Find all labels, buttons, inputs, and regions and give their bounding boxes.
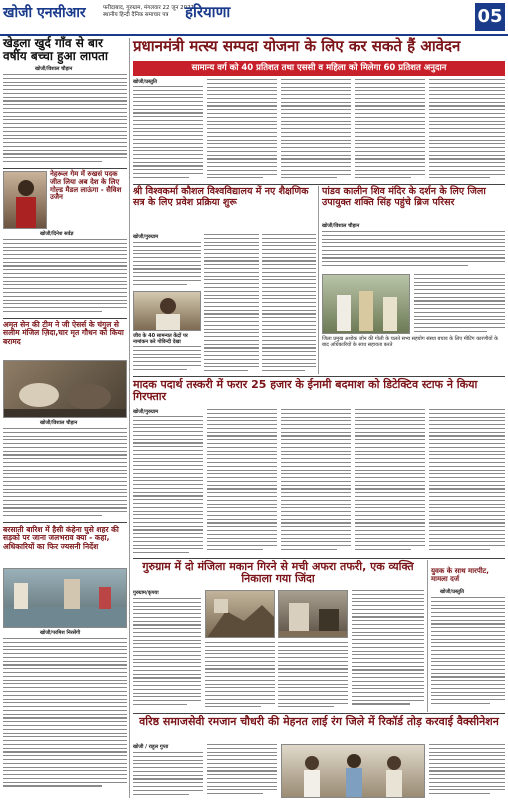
drug-body-col3 (281, 409, 351, 556)
house-body-col3 (278, 642, 348, 710)
left-story3-body (3, 428, 127, 520)
athlete-photo (3, 171, 47, 229)
temple-body (322, 231, 505, 271)
left-story1-byline: खोजी/विशाल चौहान (35, 66, 73, 72)
left-story4-body (3, 638, 127, 798)
assault-brief-headline: युवक के साथ मारपीट, मामला दर्ज (431, 567, 489, 583)
lead-body-col2 (207, 79, 277, 182)
lead-body-col4 (355, 79, 425, 182)
university-body-col3 (262, 234, 316, 374)
left-story3-headline: अमृत सेन की टीम ने जी ऐसर्स के चंगुल से सलीम मंजिल ज़िदा,चार मृत गौधन को किया बरामद (3, 320, 124, 346)
temple-headline: पांडव कालीन शिव मंदिर के दर्शन के लिए जिला उपायुक्त शक्ति सिंह पहुंचे ब्रिज परिसर (322, 186, 486, 208)
temple-photo (322, 274, 410, 334)
left-story4-byline: खोजी/परमिश निरसेंगी (40, 630, 81, 636)
university-byline: खोजी/गुरुग्राम (133, 234, 159, 240)
left-story4-headline: बरसाती बारिश में हैसी कंहेना घुसे शहर की सड़को पर जाना जलभराव क्या - कहा, अधिकारियों का फिर ज्यसनी निर्देश (3, 525, 119, 551)
drug-body-col4 (355, 409, 425, 556)
drug-arrest-byline: खोजी/गुरुग्राम (133, 409, 159, 415)
vaccination-body-col3 (429, 744, 505, 798)
house-collapse-byline: गुरुग्राम/कृपया (133, 590, 159, 596)
drug-arrest-headline: मादक पदार्थ तस्करी में फरार 25 हजार के ईनामी बदमाश को डिटेक्टिव स्टाफ ने किया गिरफ्तार (133, 378, 478, 404)
page-number: 05 (475, 3, 505, 31)
university-body (133, 242, 201, 288)
house-body-col1 (133, 598, 201, 710)
left-story2-headline: नेहरूल गेम में रुखसं पदक जीत लिया अब देश के लिए गोल्ड मैडल लाऊंगा - सैविश उजैन (50, 170, 122, 202)
temple-byline: खोजी/विशाल चौहान (322, 223, 360, 229)
university-caption: जीव के 40 सामन्यत केंद्रों पर नामांकन करे गोविन्दी देखा (133, 333, 188, 345)
section-title: हरियाणा (185, 3, 231, 21)
assault-brief-body (431, 597, 505, 710)
drug-body-col2 (207, 409, 277, 556)
vaccination-photo (281, 744, 425, 798)
issue-date: फरीदाबाद, गुरुग्राम, मंगलवार 22 जून 2021 (103, 5, 195, 11)
cattle-photo (3, 360, 127, 418)
lead-body-col3 (281, 79, 351, 182)
edition-label: स्थानीय हिन्दी दैनिक समाचार पत्र (103, 12, 169, 18)
assault-brief-byline: खोजी/प्रस्तुति (440, 589, 465, 595)
vaccination-body-col2 (207, 744, 277, 798)
temple-caption: जिला प्रमुख अशोक जोन की गोली के चलते सभ्य सहयोग संस्था बचाव के लिए मीटिंग कारणीयों के बाद अधिकारियों के साथ सहायता करते (322, 336, 498, 348)
house-collapse-photo-2 (278, 590, 348, 638)
drug-body-col5 (429, 409, 505, 556)
house-body-col4 (352, 590, 424, 710)
house-collapse-photo-1 (205, 590, 275, 638)
university-body-col2 (204, 234, 259, 374)
university-headline: श्री विश्वकर्मा कौशल विश्वविद्यालय में नए शैक्षणिक सत्र के लिए प्रवेश प्रक्रिया शुरू (133, 186, 309, 208)
left-story2-byline: खोजी/दिनेश सर्वज्ञ (40, 231, 74, 237)
left-story1-headline: खेड़ला खुर्द गाँव से बार वर्षीय बच्चा हुआ लापता (3, 36, 108, 64)
lead-body-col1 (133, 86, 203, 182)
lead-body-col5 (429, 79, 505, 182)
dateline (103, 5, 194, 19)
house-collapse-headline: गुरुग्राम में दो मंजिला मकान गिरने से मची अफरा तफरी, एक व्यक्ति निकाला गया जिंदा (142, 560, 414, 586)
left-story2-body (3, 239, 127, 316)
left-story1-body (3, 74, 127, 166)
masthead (0, 0, 508, 36)
university-body-2 (133, 346, 201, 374)
newspaper-logo: खोजी एनसीआर (3, 5, 86, 21)
house-body-col2 (205, 642, 275, 710)
temple-body-right (414, 274, 505, 334)
left-story3-byline: खोजी/विशाल चौहान (40, 420, 78, 426)
lead-byline: खोजी/प्रस्तुति (133, 79, 158, 85)
drug-body-col1 (133, 416, 203, 556)
lead-headline: प्रधानमंत्री मत्स्य सम्पदा योजना के लिए कर सकते हैं आवेदन (133, 37, 461, 55)
lead-subhead-banner: सामान्य वर्ग को 40 प्रतिशत तथा एससी व महिला को मिलेगा 60 प्रतिशत अनुदान (133, 61, 505, 76)
waterlogging-photo (3, 568, 127, 628)
vaccination-byline: खोजी / राहुल गुप्ता (133, 744, 169, 750)
vaccination-headline: वरिष्ठ समाजसेवी रमजान चौधरी की मेहनत लाई रंग जिले में रिकॉर्ड तोड़ करवाई वैक्सीनेशन (139, 715, 499, 728)
vaccination-body-col1 (133, 752, 203, 798)
university-photo (133, 291, 201, 331)
